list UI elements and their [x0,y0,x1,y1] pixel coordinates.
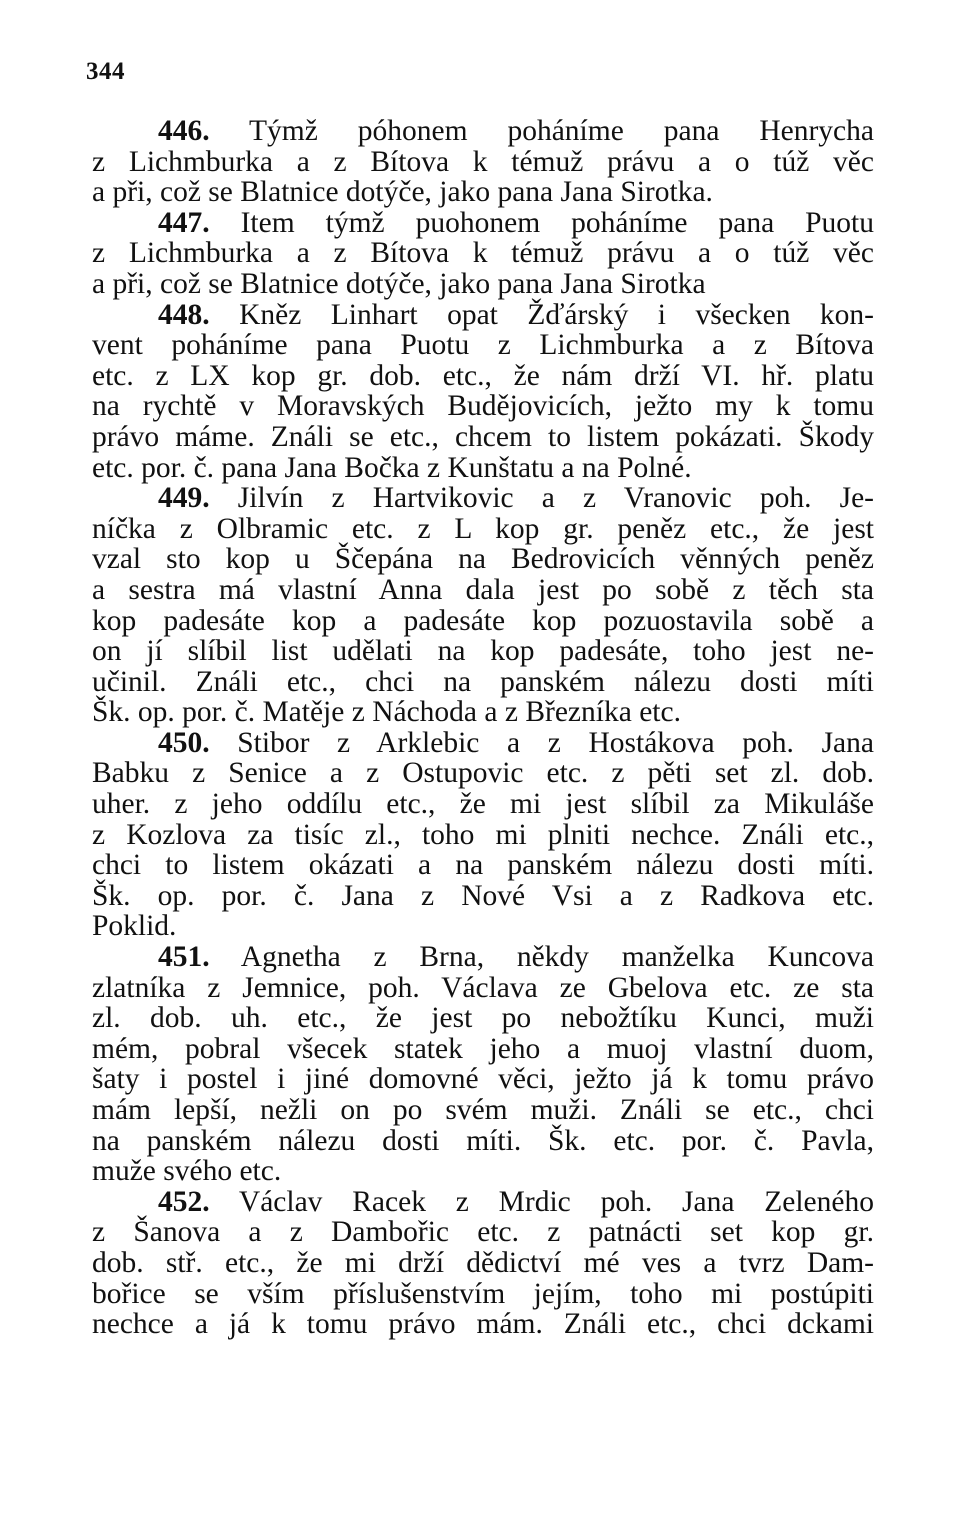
text-line [92,1126,874,1157]
text-line [92,973,874,1004]
entry-number: 449. [158,482,210,515]
entry-number: 446. [158,115,210,147]
entry-number: 447. [158,206,210,239]
line-text: Kněz Linhart opat Žďárský i všecken kon- [209,298,874,331]
entry-number: 451. [158,941,210,974]
line-text: z Lichmburka a z Bítova k témuž právu a o túž věc [92,237,874,270]
line-text: na panském nálezu dosti míti. Šk. etc. por. č. Pavla, [92,1124,874,1157]
text-line [92,1156,874,1187]
line-text: mém, pobral všecek statek jeho a muoj vlastní duom, [92,1032,874,1065]
line-text: z Šanova a z Dambořic etc. z patnácti set kop gr. [92,1216,874,1249]
text-line [92,850,874,881]
line-text: zl. dob. uh. etc., že jest po nebožtíku Kunci, muži [92,1002,874,1035]
line-text: na rychtě v Moravských Budějovicích, ježto my k tomu [92,390,874,423]
text-line [92,1248,874,1279]
line-text: právo máme. Ználi se etc., chcem to listem pokázati. Škody [92,420,874,453]
text-line [92,1003,874,1034]
entry-first-line [92,728,874,759]
text-line [92,544,874,575]
line-text: vent poháníme pana Puotu z Lichmburka a z Bítova [92,329,874,362]
entry-number: 450. [158,726,210,759]
line-text: kop padesáte kop a padesáte kop pozuostavila sobě a [92,604,874,637]
text-line [92,1034,874,1065]
entry-first-line [92,1187,874,1218]
line-text: bořice se vším příslušenstvím jejím, toho mi postúpiti [92,1277,874,1310]
line-text: muže svého etc. [92,1155,282,1188]
entry-first-line [92,208,874,239]
line-text: dob. stř. etc., že mi drží dědictví mé ves a tvrz Dam- [92,1246,874,1279]
line-text: z Lichmburka a z Bítova k témuž právu a o túž věc [92,145,874,178]
text-line [92,1064,874,1095]
text-line [92,758,874,789]
text-line [92,391,874,422]
text-line [92,1217,874,1248]
text-line [92,636,874,667]
text-line [92,820,874,851]
line-text: Poklid. [92,910,177,943]
line-text: Jilvín z Hartvikovic a z Vranovic poh. Je- [209,482,874,515]
text-line [92,789,874,820]
text-line [92,881,874,912]
line-text: a sestra má vlastní Anna dala jest po sobě z těch sta [92,573,874,606]
entry-first-line [92,116,874,147]
page-number: 344 [86,58,125,85]
line-text: nechce a já k tomu právo mám. Ználi etc., chci dckami [92,1308,874,1341]
line-text: Agnetha z Brna, někdy manželka Kuncova [209,941,874,974]
line-text: učinil. Ználi etc., chci na panském nálezu dosti míti [92,665,874,698]
text-line [92,575,874,606]
line-text: chci to listem okázati a na panském nálezu dosti míti. [92,849,874,882]
entry-first-line [92,483,874,514]
line-text: Šk. op. por. č. Jana z Nové Vsi a z Radkova etc. [92,879,874,912]
line-text: etc. por. č. pana Jana Bočka z Kunštatu a na Polné. [92,451,692,484]
line-text: zlatníka z Jemnice, poh. Václava ze Gbelova etc. ze sta [92,971,874,1004]
line-text: Babku z Senice a z Ostupovic etc. z pěti set zl. dob. [92,757,874,790]
line-text: a při, což se Blatnice dotýče, jako pana Jana Sirotka [92,267,706,300]
entry-number: 452. [158,1185,210,1218]
entry-number: 448. [158,298,210,331]
text-line [92,269,874,300]
line-text: vzal sto kop u Ščepána na Bedrovicích věnných peněz [92,543,874,576]
line-text: on jí slíbil list udělati na kop padesáte, toho jest ne- [92,635,874,668]
text-line [92,911,874,942]
line-text: mám lepší, nežli on po svém muži. Ználi se etc., chci [92,1094,874,1126]
line-text: a při, což se Blatnice dotýče, jako pana Jana Sirotka. [92,176,713,209]
text-line [92,361,874,392]
line-text: z Kozlova za tisíc zl., toho mi plniti nechce. Ználi etc., [92,818,874,851]
text-line [92,1095,874,1126]
line-text: uher. z jeho oddílu etc., že mi jest slíbil za Mikuláše [92,788,874,821]
text-line [92,330,874,361]
text-line [92,514,874,545]
line-text: Šk. op. por. č. Matěje z Náchoda a z Březníka etc. [92,696,681,729]
text-line [92,453,874,484]
entry-first-line [92,300,874,331]
entry-first-line [92,942,874,973]
line-text: Stibor z Arklebic a z Hostákova poh. Jana [209,726,874,759]
text-line [92,147,874,178]
line-text: Item týmž puohonem poháníme pana Puotu [209,206,874,239]
body-text [92,116,874,1340]
line-text: níčka z Olbramic etc. z L kop gr. peněz etc., že jest [92,512,874,545]
text-line [92,697,874,728]
text-line [92,667,874,698]
text-line [92,606,874,637]
text-line [92,422,874,453]
line-text: Václav Racek z Mrdic poh. Jana Zeleného [209,1185,874,1218]
text-line [92,238,874,269]
text-line [92,177,874,208]
line-text: šaty i postel i jiné domovné věci, ježto já k tomu právo [92,1063,874,1096]
line-text: Týmž póhonem poháníme pana Henrycha [209,115,874,147]
line-text: etc. z LX kop gr. dob. etc., že nám drží VI. hř. platu [92,359,874,392]
text-line [92,1279,874,1310]
text-line [92,1309,874,1340]
